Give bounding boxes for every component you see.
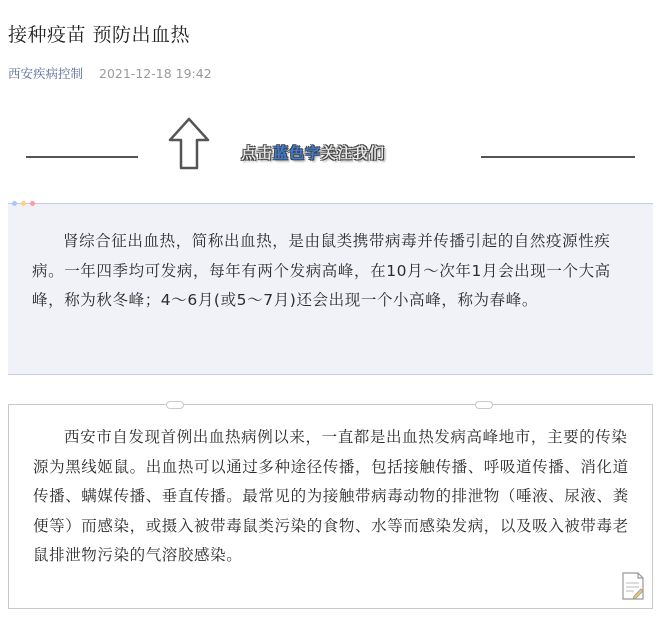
divider-line-right [481,156,635,158]
dot-icon-3 [30,201,35,206]
follow-text-before: 点击 [241,144,274,162]
article-title: 接种疫苗 预防出血热 [8,24,191,46]
box-tab-left [166,401,184,409]
dot-icon-1 [12,201,17,206]
divider-line-left [26,156,138,158]
article-source-link[interactable]: 西安疾病控制 [8,66,84,81]
decorative-dots [12,201,35,206]
transmission-paragraph: 西安市自发现首例出血热病例以来，一直都是出血热发病高峰地市，主要的传染源为黑线姬鼠。出血热可以通过多种途径传播，包括接触传播、呼吸道传播、消化道传播、螨媒传播、垂直传播。最常见的为接触带病毒动物的排泄物（唾液、尿液、粪便等）而感染，或摄入被带毒鼠类污染的食物、水等而感染发病，以及吸入被带毒老鼠排泄物污染的气溶胶感染。 [33,428,629,564]
follow-text-after: 关注我们 [321,144,386,162]
intro-paragraph: 肾综合征出血热，简称出血热，是由鼠类携带病毒并传播引起的自然疫源性疾病。一年四季均可发病，每年有两个发病高峰，在10月～次年1月会出现一个大高峰，称为秋冬峰；4～6月(或5～7月)还会出现一个小高峰，称为春峰。 [32,232,611,309]
intro-text-box [8,203,653,375]
article-date: 2021-12-18 19:42 [99,66,212,81]
follow-us-text[interactable] [241,142,385,163]
note-edit-icon[interactable] [621,571,645,601]
follow-text-blue: 蓝色字 [273,144,322,162]
article-meta [8,64,212,82]
up-arrow-icon [166,116,212,172]
follow-banner[interactable] [0,110,661,180]
box-tab-right [475,401,493,409]
dot-icon-2 [21,201,26,206]
transmission-text-box [8,404,653,609]
